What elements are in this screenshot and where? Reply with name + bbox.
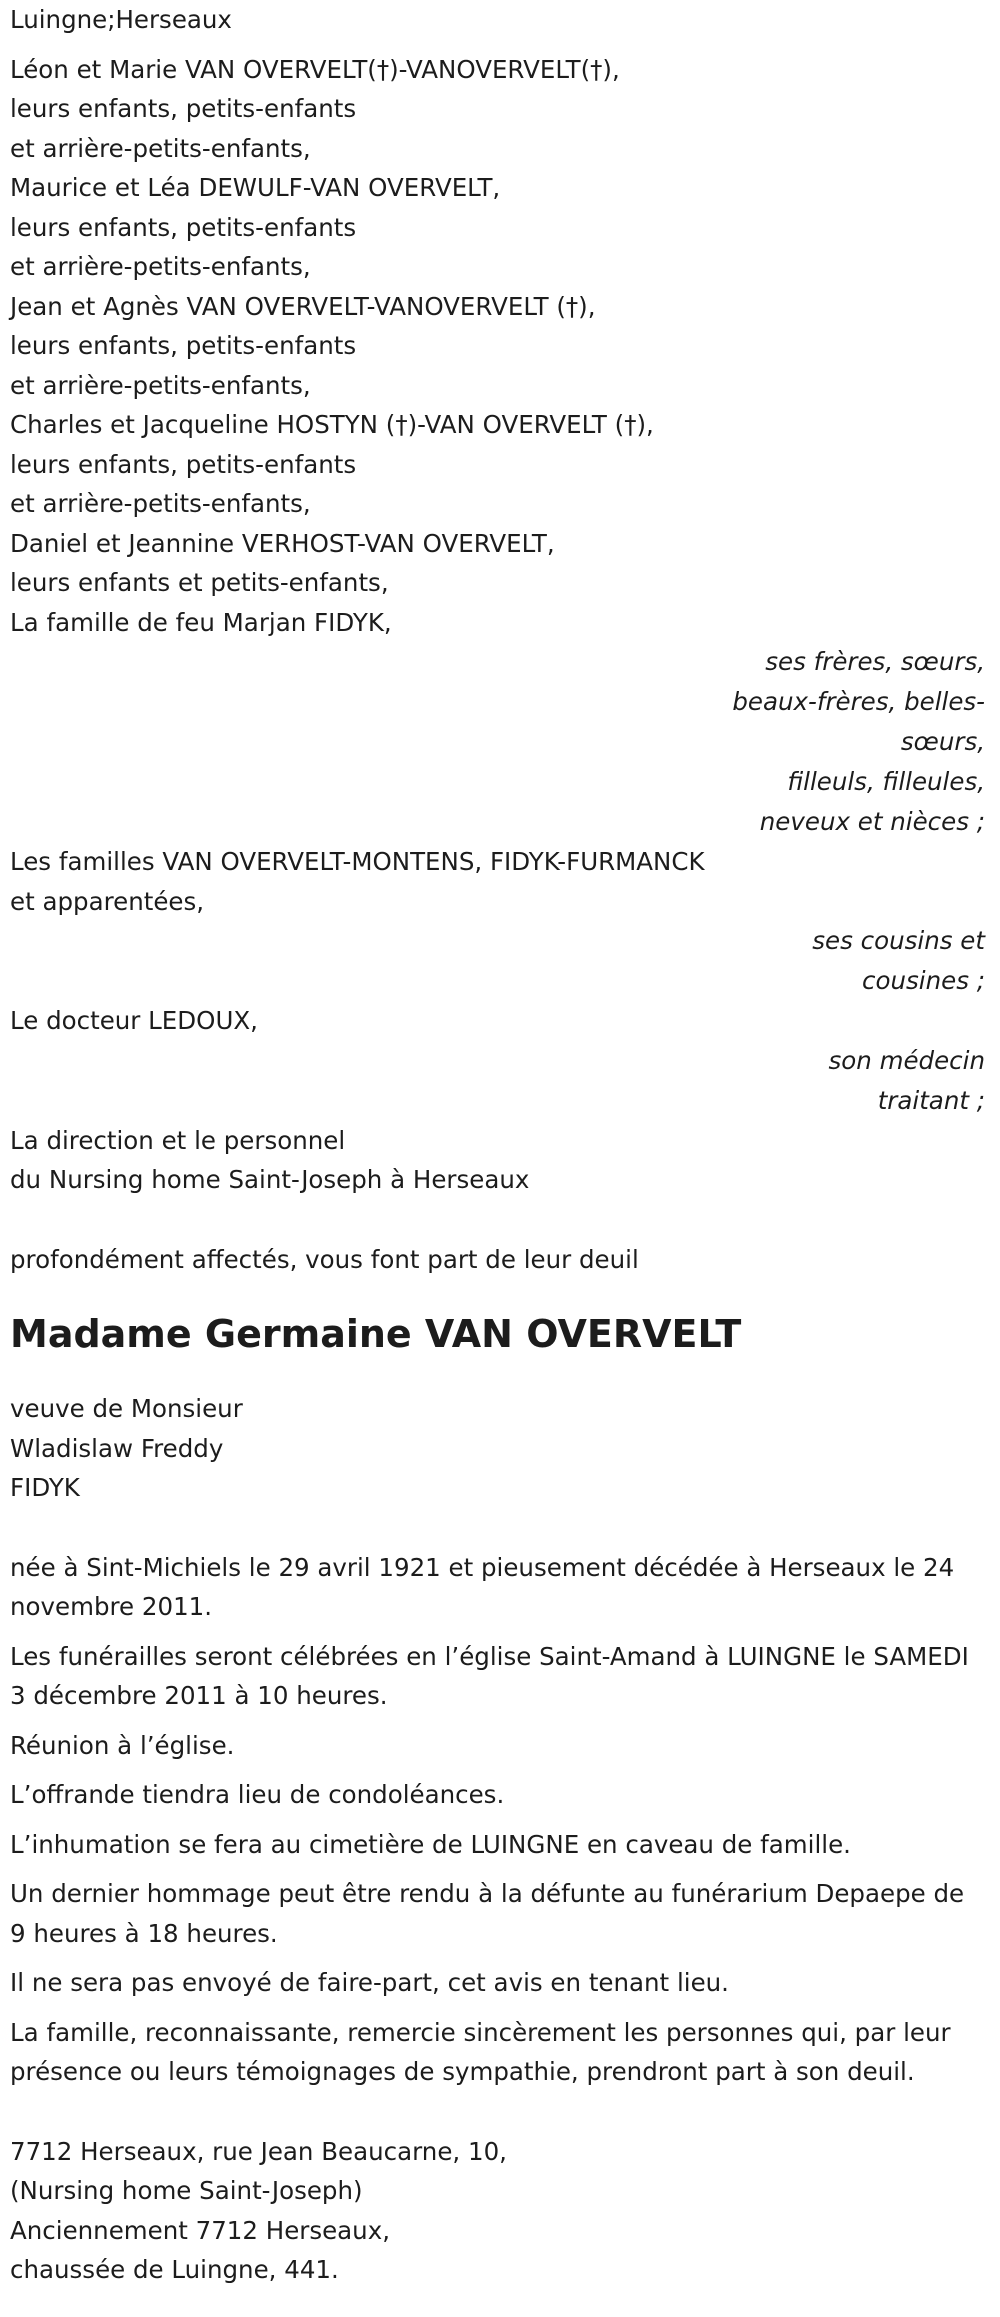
relation-line: beaux-frères, belles-sœurs, [732,687,985,756]
spouse-line: veuve de Monsieur [10,1394,243,1423]
family-line: Maurice et Léa DEWULF-VAN OVERVELT, [10,173,501,202]
relation-line: son médecin [828,1045,985,1075]
families-block [10,842,985,921]
family-line: leurs enfants, petits-enfants [10,94,357,123]
detail-paragraph: La famille, reconnaissante, remercie sincèrement les personnes qui, par leur présence ou leurs témoignages de sympathie, prendront part à son deuil. [10,2017,951,2086]
address-line: (Nursing home Saint-Joseph) [10,2176,363,2205]
details-block [10,1548,985,2092]
spouse-block [10,1389,985,1508]
relation-siblings [710,642,985,842]
family-line: et arrière-petits-enfants, [10,133,311,163]
family-line: leurs enfants et petits-enfants, [10,568,389,597]
address-block [10,2132,985,2290]
family-line: Charles et Jacqueline HOSTYN (†)-VAN OVERVELT (†), [10,410,654,439]
family-line: Léon et Marie VAN OVERVELT(†)-VANOVERVELT(†), [10,54,620,84]
detail-paragraph: Les funérailles seront célébrées en l’église Saint-Amand à LUINGNE le SAMEDI 3 décembre 2011 à 10 heures. [10,1641,969,1710]
deceased-name: Madame Germaine VAN OVERVELT [10,1312,742,1356]
detail-paragraph: née à Sint-Michiels le 29 avril 1921 et pieusement décédée à Herseaux le 24 novembre 2011. [10,1552,955,1621]
spouse-line: Wladislaw Freddy [10,1433,224,1463]
family-line: leurs enfants, petits-enfants [10,449,357,479]
detail-paragraph: Un dernier hommage peut être rendu à la défunte au funérarium Depaepe de 9 heures à 18 heures. [10,1879,965,1948]
family-line: et arrière-petits-enfants, [10,489,311,518]
address-line: 7712 Herseaux, rue Jean Beaucarne, 10, [10,2136,507,2166]
obituary-content [10,0,985,2290]
families-line: Les familles VAN OVERVELT-MONTENS, FIDYK-FURMANCK [10,847,705,876]
family-line: La famille de feu Marjan FIDYK, [10,607,392,637]
families-line: et apparentées, [10,886,205,916]
location-header: Luingne;Herseaux [10,5,232,34]
family-line: et arrière-petits-enfants, [10,370,311,400]
staff-line: La direction et le personnel [10,1125,346,1155]
family-line: Jean et Agnès VAN OVERVELT-VANOVERVELT (†), [10,291,596,321]
relation-line: cousines ; [862,966,985,995]
relation-line: neveux et nièces ; [759,807,985,836]
relation-line: filleuls, filleules, [787,767,985,796]
staff-block [10,1121,985,1200]
family-line: leurs enfants, petits-enfants [10,212,357,242]
family-line: leurs enfants, petits-enfants [10,331,357,360]
detail-paragraph: L’offrande tiendra lieu de condoléances. [10,1780,505,1809]
announcement-line: profondément affectés, vous font part de leur deuil [10,1244,639,1274]
address-line: Anciennement 7712 Herseaux, [10,2215,391,2245]
spouse-line: FIDYK [10,1473,80,1502]
relation-line: traitant ; [877,1085,985,1115]
detail-paragraph: Il ne sera pas envoyé de faire-part, cet avis en tenant lieu. [10,1968,729,1997]
family-line: Daniel et Jeannine VERHOST-VAN OVERVELT, [10,528,555,558]
relation-cousins [710,921,985,1001]
relation-line: ses frères, sœurs, [765,647,985,676]
family-line: et arrière-petits-enfants, [10,252,311,281]
doctor-line: Le docteur LEDOUX, [10,1006,258,1035]
relation-line: ses cousins et [812,926,985,955]
detail-paragraph: L’inhumation se fera au cimetière de LUINGNE en caveau de famille. [10,1829,851,1859]
relation-doctor [710,1041,985,1121]
family-list [10,50,985,643]
staff-line: du Nursing home Saint-Joseph à Herseaux [10,1165,530,1194]
address-line: chaussée de Luingne, 441. [10,2255,339,2284]
detail-paragraph: Réunion à l’église. [10,1730,235,1760]
